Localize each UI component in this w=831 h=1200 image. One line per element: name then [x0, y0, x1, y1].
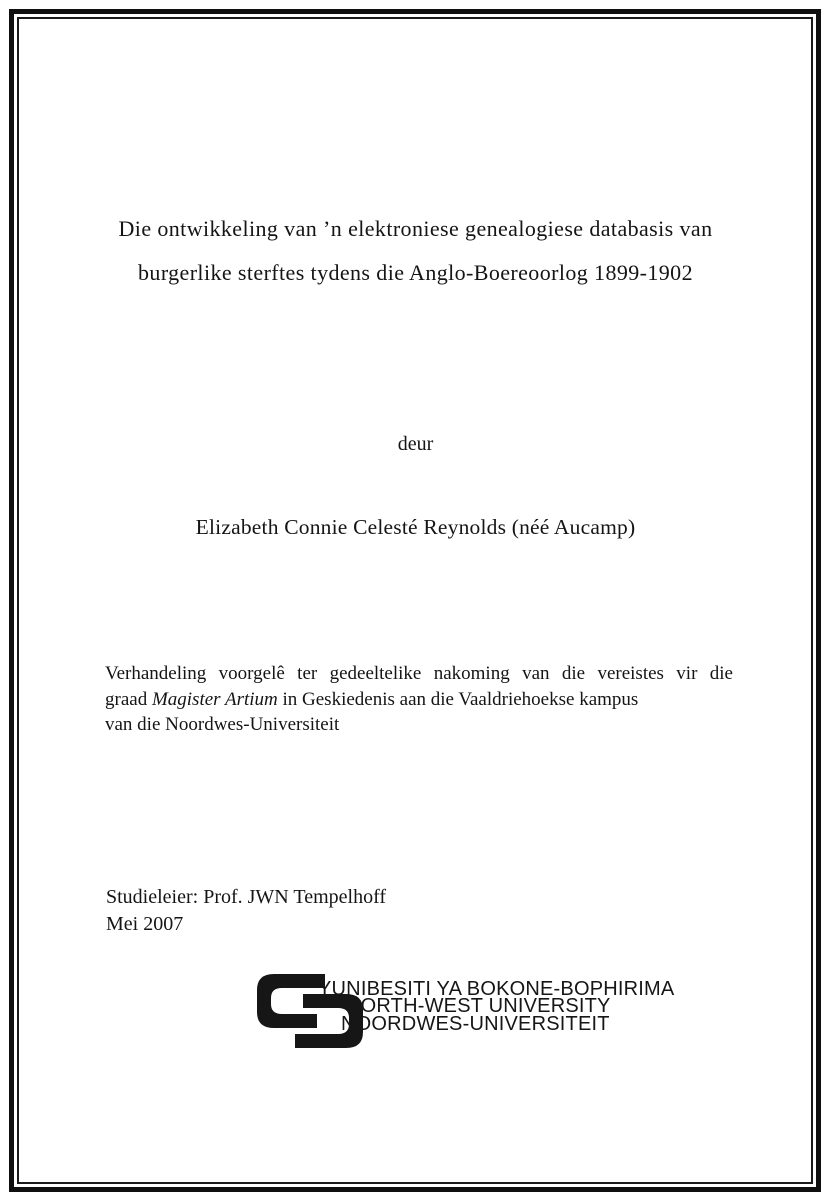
university-logo — [256, 973, 675, 1055]
title-line-1: Die ontwikkeling van ’n elektroniese genealogiese databasis van — [118, 216, 713, 241]
author-name: Elizabeth Connie Celesté Reynolds (néé Aucamp) — [195, 515, 636, 539]
logo-line-setswana: YUNIBESITI YA BOKONE-BOPHIRIMA — [318, 978, 675, 1000]
byline-deur: deur — [397, 433, 434, 455]
degree-name-italic: Magister Artium — [151, 688, 278, 710]
submission-statement — [105, 661, 733, 738]
logo-line-afrikaans: NOORDWES-UNIVERSITEIT — [341, 1012, 610, 1035]
supervisor-line: Studieleier: Prof. JWN Tempelhoff — [106, 886, 387, 908]
thesis-title — [0, 207, 831, 295]
statement-line-2-suffix: in Geskiedenis aan die Vaaldriehoekse kampus — [277, 688, 639, 710]
statement-line-2-prefix: graad — [105, 688, 152, 710]
logo-line-english: NORTH-WEST UNIVERSITY — [346, 995, 611, 1018]
statement-line-1: Verhandeling voorgelê ter gedeeltelike nakoming van die vereistes vir die — [105, 663, 733, 684]
statement-line-3: van die Noordwes-Universiteit — [105, 714, 340, 735]
title-line-2: burgerlike sterftes tydens die Anglo-Boereoorlog 1899-1902 — [138, 260, 693, 285]
university-logo-text — [318, 978, 675, 1035]
date-line: Mei 2007 — [106, 913, 184, 935]
statement-line-2 — [105, 687, 733, 713]
